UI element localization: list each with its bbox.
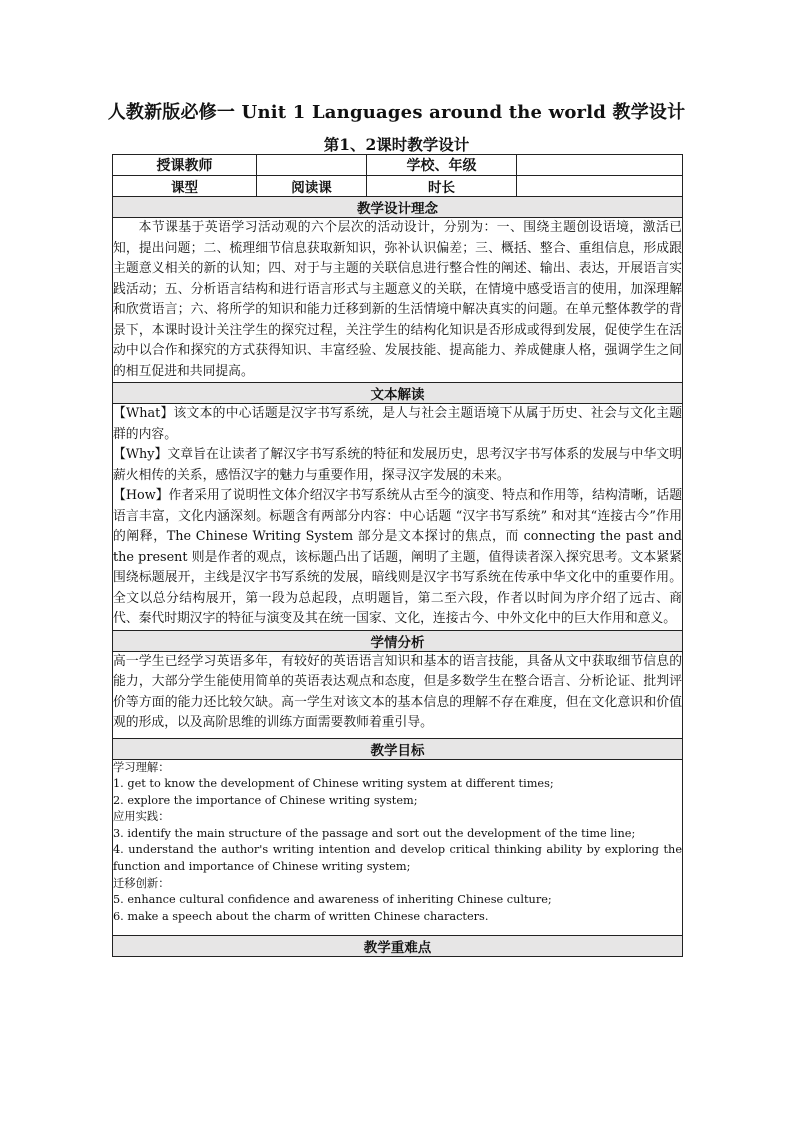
what-paragraph: 【What】该文本的中心话题是汉字书写系统，是人与社会主题语境下从属于历史、社会与文化主题群的内容。 — [113, 406, 682, 442]
objective-line: 应用实践： — [113, 810, 170, 824]
type-value: 阅读课 — [257, 176, 367, 197]
section-title-row-text-analysis — [113, 383, 683, 404]
concept-paragraph: 本节课基于英语学习活动观的六个层次的活动设计，分别为：一、围绕主题创设语境，激活已知，提出问题；二、梳理细节信息获取新知识，弥补认识偏差；三、概括、整合、重组信息，形成跟主题意义相关的新的认知；四、对于与主题的关联信息进行整合性的阐述、输出、表达，开展语言实践活动；五、分析语言结构和进行语言形式与主题意义的关联，在情境中感受语言的使用，加深理解和欣赏语言；六、将所学的知识和能力迁移到新的生活情境中解决真实的问题。在单元整体教学的背景下，本课时设计关注学生的探究过程，关注学生的结构化知识是否形成或得到发展，促使学生在活动中以合作和探究的方式获得知识、丰富经验、发展技能、提高能力、养成健康人格，强调学生之间的相互促进和共同提高。 — [113, 220, 682, 379]
section-body-student-analysis — [113, 651, 683, 738]
section-body-row-student-analysis — [113, 651, 683, 738]
objective-line: 迁移创新： — [113, 876, 170, 890]
how-paragraph: 【How】作者采用了说明性文体介绍汉字书写系统从古至今的演变、特点和作用等，结构清晰，话题语言丰富，文化内涵深刻。标题含有两部分内容：中心话题 “汉字书写系统” 和对其“连接古今”作用的阐释，The Chinese Writing System 部分是文本探讨的焦点，而 connecting the past and the present 则是作者的观点，该标题凸出了话题，阐明了主题，值得读者深入探究思考。文本紧紧围绕标题展开，主线是汉字书写系统的发展，暗线则是汉字书写系统在传承中华文化中的重要作用。全文以总分结构展开，第一段为总起段，点明题旨，第二至六段，作者以时间为序介绍了远古、商代、秦代时期汉字的特征与演变及其在统一国家、文化，连接古今、中外文化中的巨大作用和意义。 — [113, 488, 682, 626]
why-paragraph: 【Why】文章旨在让读者了解汉字书写系统的特征和发展历史，思考汉字书写体系的发展与中华文明薪火相传的关系，感悟汉字的魅力与重要作用，探寻汉字发展的未来。 — [113, 447, 682, 483]
section-body-objectives — [113, 759, 683, 935]
objective-line: 6. make a speech about the charm of written Chinese characters. — [113, 909, 489, 923]
section-title-text-analysis: 文本解读 — [113, 383, 683, 404]
section-title-row-student-analysis — [113, 630, 683, 651]
header-row-type — [113, 176, 683, 197]
school-label: 学校、年级 — [367, 155, 517, 176]
section-body-concept — [113, 218, 683, 383]
section-title-key-points: 教学重难点 — [113, 935, 683, 956]
section-title-concept: 教学设计理念 — [113, 197, 683, 218]
objective-line: 3. identify the main structure of the passage and sort out the development of the time line; — [113, 826, 636, 840]
objective-line: 5. enhance cultural confidence and awareness of inheriting Chinese culture; — [113, 893, 552, 907]
section-body-row-objectives — [113, 759, 683, 935]
section-title-student-analysis: 学情分析 — [113, 630, 683, 651]
section-body-text-analysis — [113, 404, 683, 631]
document-subtitle: 第1、2课时教学设计 — [323, 135, 470, 154]
section-body-row-text-analysis — [113, 404, 683, 631]
section-title-row-key-points — [113, 935, 683, 956]
section-title-row-objectives — [113, 738, 683, 759]
section-body-row-concept — [113, 218, 683, 383]
section-title-objectives: 教学目标 — [113, 738, 683, 759]
header-row-teacher — [113, 155, 683, 176]
duration-label: 时长 — [367, 176, 517, 197]
teacher-label: 授课教师 — [113, 155, 257, 176]
objective-line: 1. get to know the development of Chinese writing system at different times; — [113, 777, 554, 791]
type-label: 课型 — [113, 176, 257, 197]
student-analysis-paragraph: 高一学生已经学习英语多年，有较好的英语语言知识和基本的语言技能，具备从文中获取细节信息的能力，大部分学生能使用简单的英语表达观点和态度，但是多数学生在整合语言、分析论证、批判评价等方面的能力还比较欠缺。高一学生对该文本的基本信息的理解不存在难度，但在文化意识和价值观的形成，以及高阶思维的训练方面需要教师着重引导。 — [113, 653, 682, 730]
objective-line: 2. explore the importance of Chinese writing system; — [113, 793, 418, 807]
lesson-plan-table — [112, 154, 683, 957]
objective-line: 4. understand the author's writing intention and develop critical thinking ability by exploring the function and importance of Chinese writing system; — [113, 843, 682, 874]
section-title-row-concept — [113, 197, 683, 218]
school-value — [517, 155, 683, 176]
objective-line: 学习理解： — [113, 760, 170, 774]
teacher-value — [257, 155, 367, 176]
duration-value — [517, 176, 683, 197]
document-title: 人教新版必修一 Unit 1 Languages around the world 教学设计 — [107, 102, 686, 123]
